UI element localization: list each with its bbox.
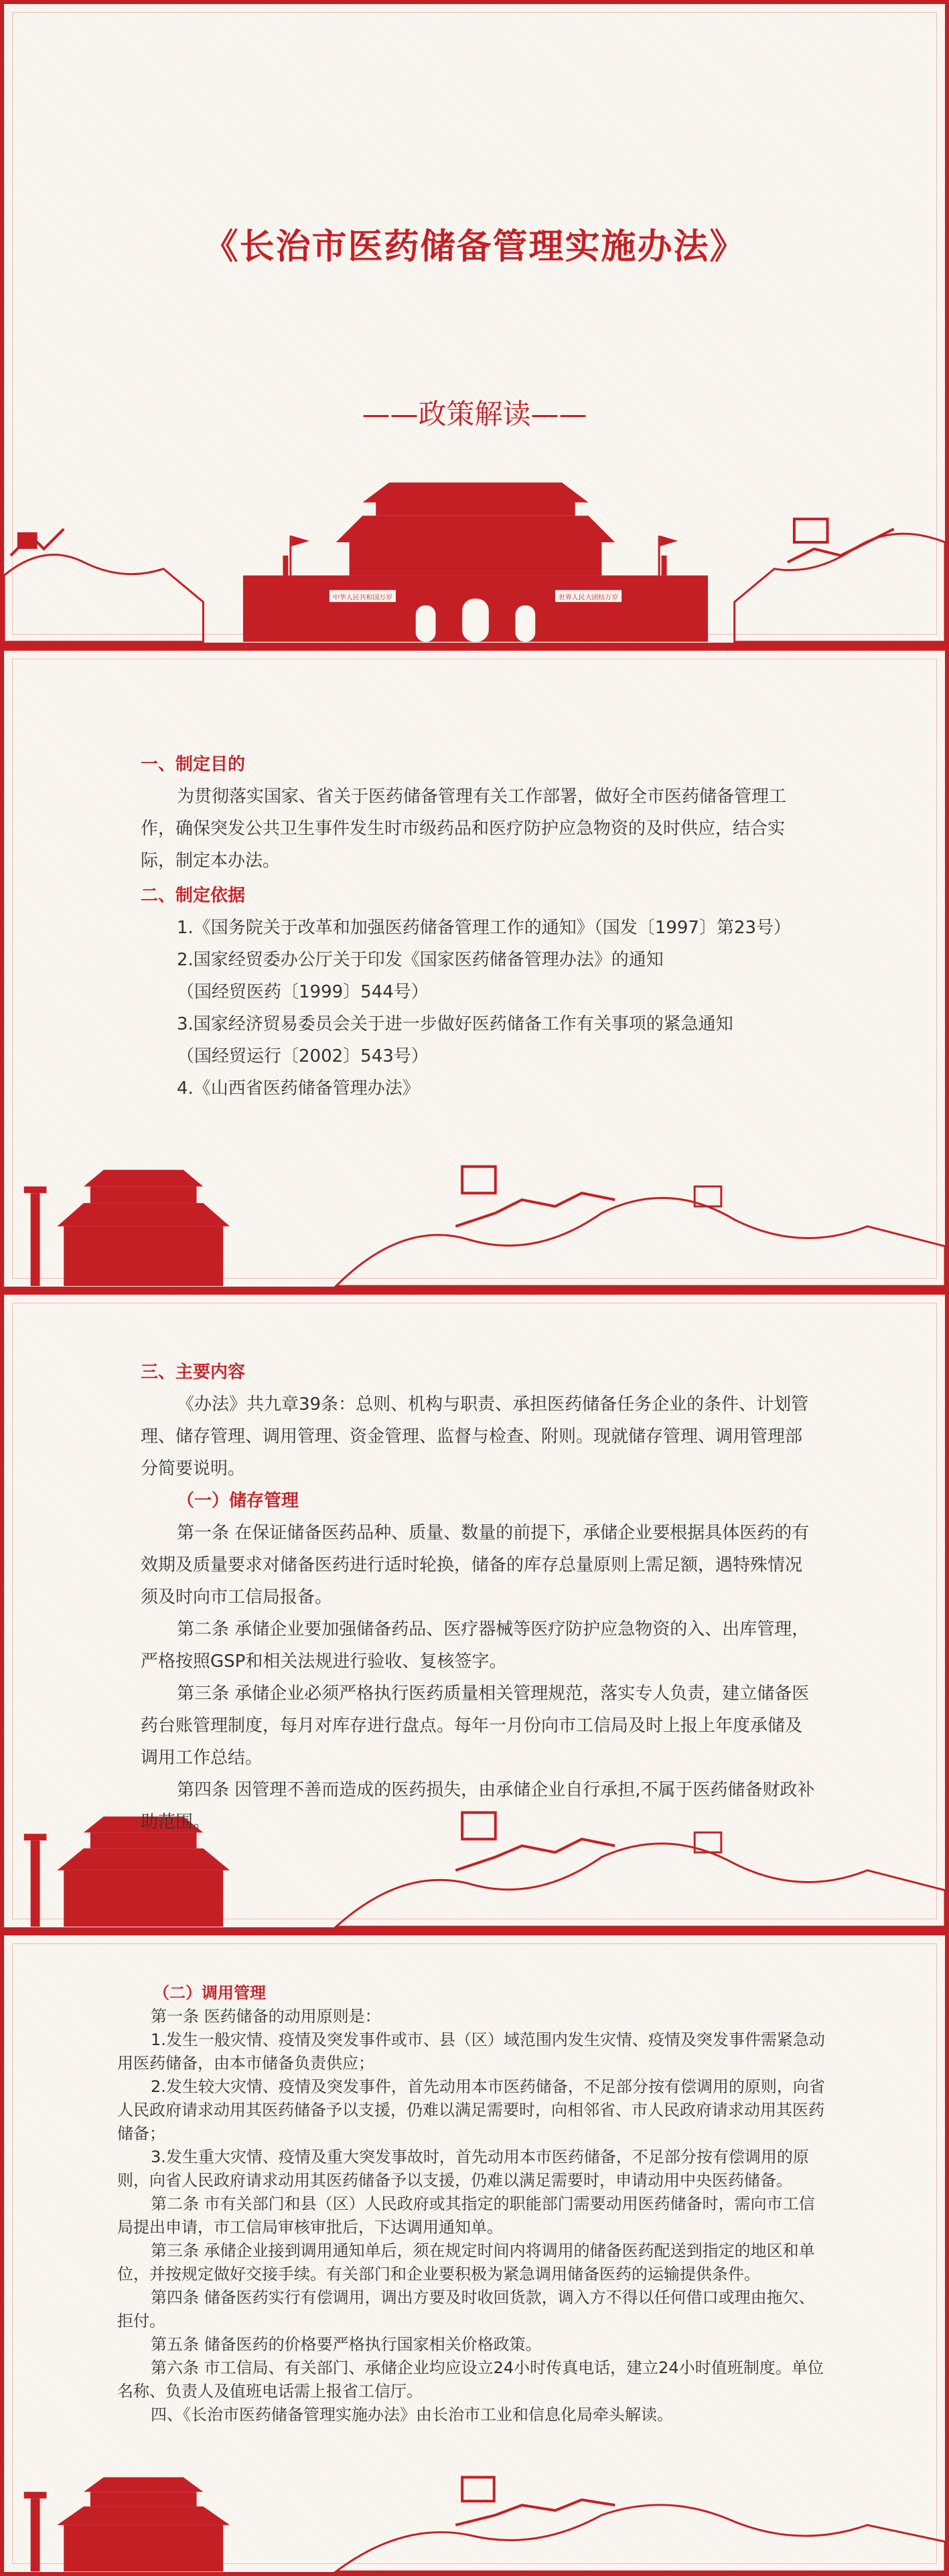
cover-panel bbox=[0, 0, 949, 647]
basis-item: 2.国家经贸委办公厅关于印发《国家医药储备管理办法》的通知 bbox=[177, 950, 664, 970]
article-paragraph: 第三条 承储企业必须严格执行医药质量相关管理规范，落实专人负责，建立储备医药台账管理制度，每月对库存进行盘点。每年一月份向市工信局及时上报上年度承储及调用工作总结。 bbox=[141, 1684, 810, 1768]
section-heading: 二、制定依据 bbox=[141, 886, 246, 906]
article-paragraph: 第一条 在保证储备医药品种、质量、数量的前提下，承储企业要根据具体医药的有效期及质量要求对储备医药进行适时轮换，储备的库存总量原则上需足额，遇特殊情况须及时向市工信局报备。 bbox=[141, 1523, 810, 1607]
tiananmen-greatwall-illustration bbox=[4, 1139, 945, 1287]
page-subtitle: ——政策解读—— bbox=[362, 398, 587, 430]
storage-content bbox=[141, 1356, 817, 1838]
tiananmen-greatwall-illustration bbox=[4, 2458, 945, 2572]
dispatch-content bbox=[117, 1982, 830, 2427]
purpose-paragraph: 为贯彻落实国家、省关于医药储备管理有关工作部署，做好全市医药储备管理工作，确保突发公共卫生事件发生时市级药品和医疗防护应急物资的及时供应，结合实际，制定本办法。 bbox=[141, 787, 787, 871]
dispatch-line: 2.发生较大灾情、疫情及突发事件，首先动用本市医药储备，不足部分按有偿调用的原则，向省人民政府请求动用其医药储备予以支援，仍难以满足需要时，向相邻省、市人民政府请求动用其医药储备； bbox=[117, 2077, 825, 2143]
sub-heading: （一）储存管理 bbox=[177, 1491, 299, 1511]
dispatch-line: 第六条 市工信局、有关部门、承储企业均应设立24小时传真电话，建立24小时值班制度。单位名称、负责人及值班电话需上报省工信厅。 bbox=[117, 2358, 824, 2401]
dispatch-line: 第三条 承储企业接到调用通知单后，须在规定时间内将调用的储备医药配送到指定的地区和单位，并按规定做好交接手续。有关部门和企业要积极为紧急调用储备医药的运输提供条件。 bbox=[117, 2241, 815, 2283]
dispatch-line: 第四条 储备医药实行有偿调用，调出方要及时收回货款，调入方不得以任何借口或理由拖欠、拒付。 bbox=[117, 2288, 815, 2330]
article-paragraph: 第四条 因管理不善而造成的医药损失，由承储企业自行承担,不属于医药储备财政补助范围。 bbox=[141, 1780, 815, 1832]
tiananmen-greatwall-illustration bbox=[4, 442, 945, 643]
intro-paragraph: 《办法》共九章39条：总则、机构与职责、承担医药储备任务企业的条件、计划管理、储存管理、调用管理、资金管理、监督与检查、附则。现就储存管理、调用管理部分简要说明。 bbox=[141, 1394, 809, 1479]
dispatch-line: 3.发生重大灾情、疫情及重大突发事故时，首先动用本市医药储备，不足部分按有偿调用的原则，向省人民政府请求动用其医药储备予以支援，仍难以满足需要时，申请动用中央医药储备。 bbox=[117, 2148, 809, 2190]
basis-item: （国经贸运行〔2002〕543号） bbox=[177, 1046, 429, 1066]
gate-plaque-left: 中华人民共和国万岁 bbox=[332, 594, 393, 602]
section-heading: 一、制定目的 bbox=[141, 754, 246, 775]
page-title: 《长治市医药储备管理实施办法》 bbox=[203, 227, 746, 267]
section-heading: 三、主要内容 bbox=[141, 1362, 246, 1382]
gate-plaque-right: 世界人民大团结万岁 bbox=[558, 594, 619, 602]
closing-line: 四、《长治市医药储备管理实施办法》由长治市工业和信息化局牵头解读。 bbox=[151, 2405, 673, 2424]
dispatch-line: 第二条 市有关部门和县（区）人民政府或其指定的职能部门需要动用医药储备时，需向市工信局提出申请，市工信局审核审批后，下达调用通知单。 bbox=[117, 2194, 815, 2237]
sub-heading: （二）调用管理 bbox=[153, 1984, 266, 2002]
dispatch-line: 第一条 医药储备的动用原则是： bbox=[151, 2007, 381, 2026]
basis-item: 3.国家经济贸易委员会关于进一步做好医药储备工作有关事项的紧急通知 bbox=[177, 1014, 733, 1034]
basis-item: （国经贸医药〔1999〕544号） bbox=[177, 982, 429, 1002]
basis-content bbox=[141, 748, 817, 1105]
article-paragraph: 第二条 承储企业要加强储备药品、医疗器械等医疗防护应急物资的入、出库管理，严格按照GSP和相关法规进行验收、复核签字。 bbox=[141, 1619, 810, 1672]
dispatch-line: 1.发生一般灾情、疫情及突发事件或市、县（区）域范围内发生灾情、疫情及突发事件需紧急动用医药储备，由本市储备负责供应； bbox=[117, 2030, 825, 2073]
basis-item: 4.《山西省医药储备管理办法》 bbox=[177, 1078, 420, 1099]
basis-item: 1.《国务院关于改革和加强医药储备管理工作的通知》（国发〔1997〕第23号） bbox=[177, 918, 792, 938]
dispatch-line: 第五条 储备医药的价格要严格执行国家相关价格政策。 bbox=[151, 2335, 542, 2354]
